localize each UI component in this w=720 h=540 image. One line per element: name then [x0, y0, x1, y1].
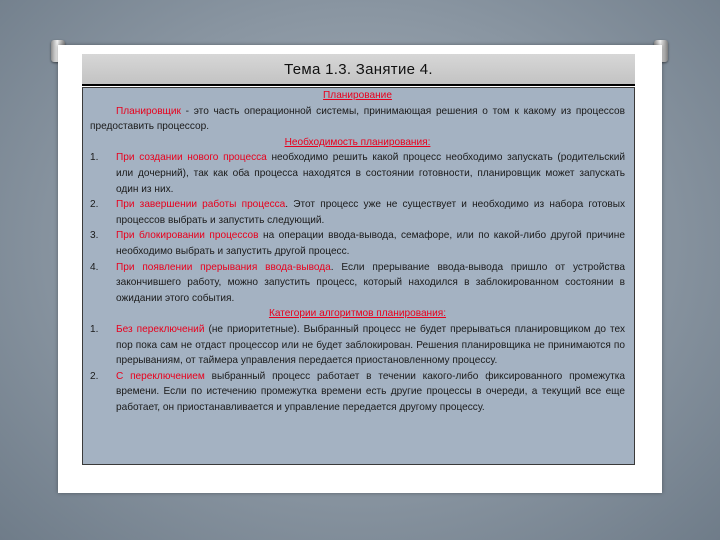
item-text: необходимо решить какой процесс необходимо запускать (родительский или дочерний), так как оба процесса находятся в состоянии готовности, планировщик может запускать один из них.: [116, 152, 625, 195]
intro-paragraph: [90, 104, 625, 135]
content-panel: [82, 87, 635, 465]
list-item: [90, 369, 625, 416]
item-text: выбранный процесс работает в течении какого-либо фиксированного промежутка времени. Если по истечению промежутка времени есть другие процессы в очереди, а текущий все еще работает, он приостанавливается и управление передается другому процессу.: [116, 370, 625, 413]
section-heading-planning: Планирование: [323, 90, 392, 101]
item-text: на операции ввода-вывода, семафоре, или по какой-либо другой причине необходимо выбрать и запустить другой процесс.: [116, 230, 625, 257]
item-term: При создании нового процесса: [116, 152, 267, 164]
item-term: При завершении работы процесса: [116, 199, 286, 211]
section-heading-categories: Категории алгоритмов планирования:: [268, 308, 447, 320]
necessity-list: [90, 150, 625, 306]
title-bar: [82, 54, 635, 86]
item-term: При появлении прерывания ввода-вывода: [116, 261, 331, 273]
section-heading-necessity: Необходимость планирования:: [284, 136, 431, 148]
list-item: [90, 228, 625, 259]
intro-term: Планировщик: [116, 105, 181, 117]
item-number: 4.: [90, 261, 99, 273]
list-item: [90, 150, 625, 197]
item-term: Без переключений: [116, 323, 205, 335]
item-number: 2.: [90, 199, 99, 211]
slide-title: Тема 1.3. Занятие 4.: [284, 60, 433, 78]
item-number: 1.: [90, 152, 99, 164]
item-term: С переключением: [116, 370, 205, 382]
item-number: 2.: [90, 370, 99, 382]
list-item: [90, 197, 625, 228]
intro-text: - это часть операционной системы, принимающая решения о том к какому из процессов предоставить процессор.: [90, 105, 625, 133]
categories-list: [90, 322, 625, 416]
item-number: 1.: [90, 323, 99, 335]
item-text: (не приоритетные). Выбранный процесс не будет прерываться планировщиком до тех пор пока сам не отдаст процессор или не будет заблокирован. Решения планировщика не принимаются по прерываниям, от таймера управления передается приостановленному процессу.: [116, 323, 625, 367]
list-item: [90, 322, 625, 369]
item-text: . Если прерывание ввода-вывода пришло от устройства закончившего работу, можно запустить процесс, который находился в заблокированном состоянии в ожидании этого события.: [116, 261, 625, 304]
item-term: При блокировании процессов: [116, 230, 259, 242]
item-text: . Этот процесс уже не существует и необходимо из набора готовых процессов выбрать и запустить следующий.: [116, 199, 625, 226]
list-item: [90, 260, 625, 307]
item-number: 3.: [90, 230, 99, 242]
